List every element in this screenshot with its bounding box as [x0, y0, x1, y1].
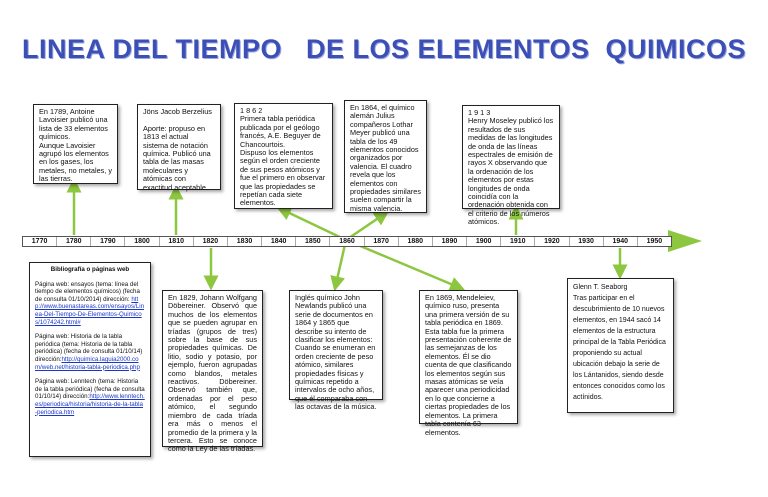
bibliography-text: Página web: Lenntech (tema: Historia de la tabla periódica) (fecha de consulta 01/10/14) dirección:: [35, 378, 145, 401]
event-lavoisier: En 1789, Antoine Lavoisier publicó una lista de 33 elementos químicos. Aunque Lavoisier agrupó los elementos en los gases, los metales, no metales, y las tierras.: [33, 104, 118, 184]
year-tick: 1890: [433, 237, 467, 246]
bibliography-link[interactable]: http://www.lenntech.es/periodica/historia/historia-de-la-tabla-periodica.htm: [35, 393, 145, 416]
bibliography-entry: [35, 281, 145, 327]
bibliography-text: Página web: Historia de la tabla periódica (tema: Historia de la tabla periódica) (fecha de consulta 01/10/14) dirección:: [35, 333, 143, 363]
year-tick: 1930: [570, 237, 604, 246]
year-tick: 1900: [467, 237, 501, 246]
year-tick: 1950: [646, 238, 663, 245]
year-tick: 1910: [501, 237, 535, 246]
year-tick: 1840: [262, 237, 296, 246]
page-title: LINEA DEL TIEMPO DE LOS ELEMENTOS QUIMICOS: [21, 34, 747, 64]
event-newlands: Inglés químico John Newlands publicó una serie de documentos en 1864 y 1865 que describe su intento de clasificar los elementos: Cuando se enumeran en orden creciente de peso atómico, similares propiedades físicas y químicas repetido a intervalos de ocho años, que él comparaba con las octavas de la música.: [289, 290, 383, 400]
bibliography-box: [29, 262, 151, 457]
year-tick: 1820: [194, 237, 228, 246]
event-meyer: En 1864, el químico alemán Julius compañeros Lothar Meyer publicó una tabla de los 49 elementos conocidos organizados por valencia. El cuadro revela que los elementos con propiedades similares suelen compartir la misma valencia.: [344, 100, 427, 213]
bibliography-text: Página web: ensayos (tema: línea del tiempo de elementos químicos) (fecha de consulta 01/10/2014) dirección:: [35, 280, 140, 303]
year-tick: 1920: [535, 237, 569, 246]
year-tick: 1790: [91, 237, 125, 246]
year-tick: 1870: [365, 237, 399, 246]
year-tick: 1780: [57, 237, 91, 246]
year-tick: 1860: [330, 237, 364, 246]
year-tick: 1810: [160, 237, 194, 246]
bibliography-link[interactable]: http://www.buenastareas.com/ensayos/Linea-Del-Tiempo-De-Elementos-Quimicos/1074242.html#: [35, 295, 145, 326]
event-moseley: 1 9 1 3 Henry Moseley publicó los resultados de sus medidas de las longitudes de onda de las líneas espectrales de emisión de rayos X observando que la ordenación de los elementos por estas longitudes de onda coincidía con la ordenación obtenida con el criterio de los números atómicos.: [462, 105, 560, 209]
year-tick: 1770: [23, 237, 57, 246]
event-berzelius: Jöns Jacob Berzelius Aporte: propuso en 1813 el actual sistema de notación química. Publicó una tabla de las masas moleculares y atómicas con exactitud aceptable.: [137, 104, 221, 190]
year-tick: 1830: [228, 237, 262, 246]
year-tick: 1850: [296, 237, 330, 246]
bibliography-entry: [35, 333, 145, 371]
year-tick: 1880: [399, 237, 433, 246]
timeline-arrow-head: [668, 230, 702, 252]
year-tick: 1940: [604, 237, 638, 246]
event-seaborg: Glenn T. Seaborg Tras participar en el descubrimiento de 10 nuevos elementos, en 1944 sacó 14 elementos de la estructura principal de la Tabla Periódica proponiendo su actual ubicación debajo la serie de los Lántanidos, siendo desde entonces conocidos como los actínidos.: [567, 278, 674, 413]
event-dobereiner: En 1829, Johann Wolfgang Döbereiner. Observó que muchos de los elementos que se pueden agrupar en tríadas (grupos de tres) sobre la base de sus propiedades químicas. De litio, sodio y potasio, por ejemplo, fueron agrupadas como blandos, metales reactivos. Döbereiner. Observó también que, ordenadas por el peso atómico, el segundo miembro de cada tríada era más o menos el promedio de la primera y la tercera. Esto se conoce como la Ley de las tríadas.: [162, 290, 263, 447]
event-mendeleev: En 1869, Mendeleiev, químico ruso, presenta una primera versión de su tabla periódica en 1869. Esta tabla fue la primera presentación coherente de las semejanzas de los elementos. Él se dio cuenta de que clasificando los elementos según sus masas atómicas se veía aparecer una periodicidad en lo que concierne a ciertas propiedades de los elementos. La primera tabla contenía 63 elementos.: [419, 290, 518, 424]
year-tick: 1800: [125, 237, 159, 246]
bibliography-entry: [35, 378, 145, 416]
bibliography-link[interactable]: http://quimica.laguia2000.com/web.net/historia-tabla-periodica.php: [35, 355, 140, 371]
bibliography-title: Bibliografía o páginas web: [50, 266, 130, 273]
event-chancourtois: 1 8 6 2 Primera tabla periódica publicada por el geólogo francés, A.E. Beguyer de Chancourtois. Dispuso los elementos según el orden creciente de sus pesos atómicos y fue el primero en observar que las propiedades se repetían cada siete elementos.: [234, 103, 333, 209]
timeline-bar: [22, 236, 672, 247]
